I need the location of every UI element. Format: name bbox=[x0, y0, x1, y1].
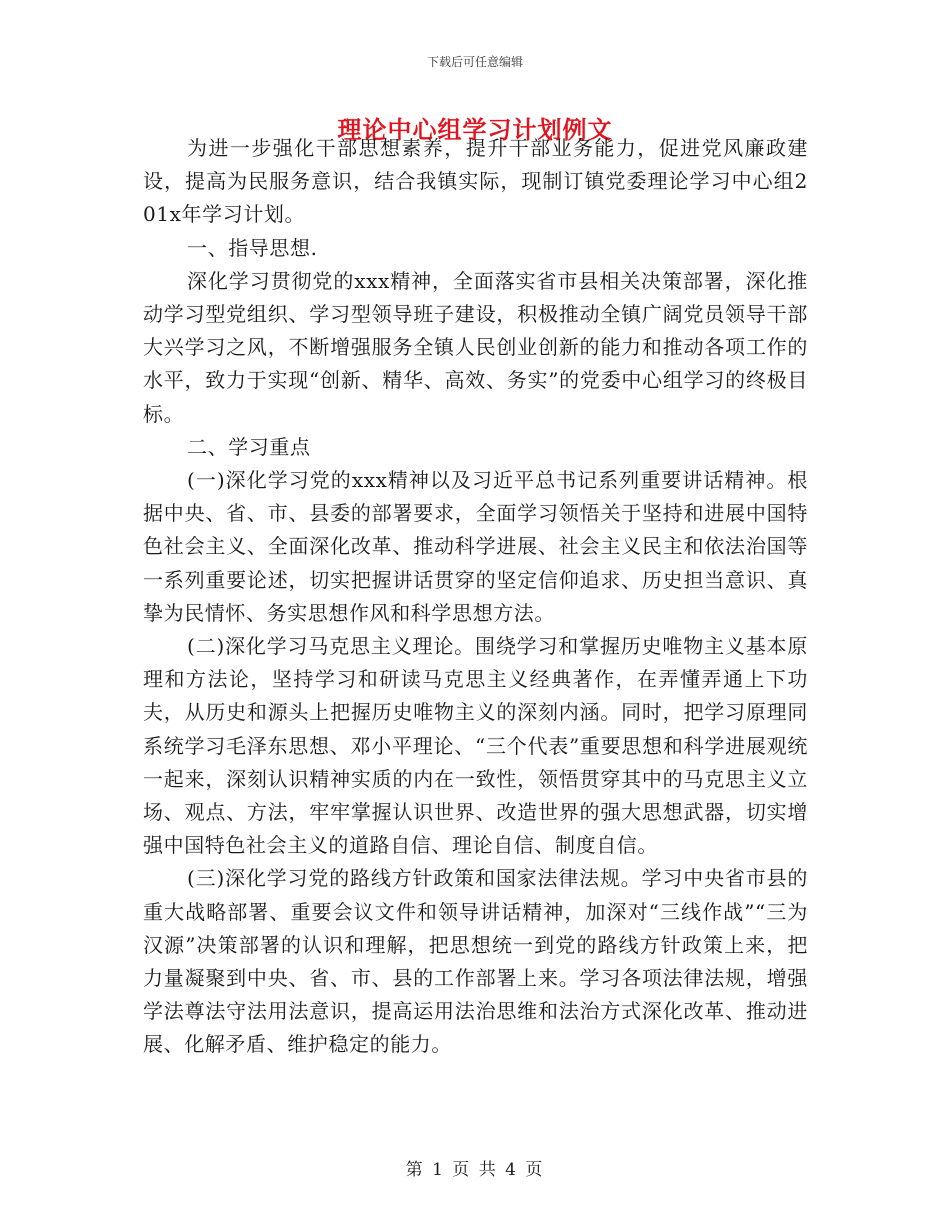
section-heading-guiding-ideology: 一、指导思想. bbox=[187, 235, 318, 260]
paragraph-focus-3: (三)深化学习党的路线方针政策和国家法律法规。学习中央省市县的重大战略部署、重要会议文件和领导讲话精神，加深对“三线作战”“三为汉源”决策部署的认识和理解，把思想统一到党的路线方针政策上来，把力量凝聚到中央、省、市、县的工作部署上来。学习各项法律法规，增强学法尊法守法用法意识，提高运用法治思维和法治方式深化改革、推动进展、化解矛盾、维护稳定的能力。 bbox=[143, 866, 808, 1057]
paragraph-guiding-ideology: 深化学习贯彻党的xxx精神，全面落实省市县相关决策部署，深化推动学习型党组织、学习型领导班子建设，积极推动全镇广阔党员领导干部大兴学习之风，不断增强服务全镇人民创业创新的能力和推动各项工作的水平，致力于实现“创新、精华、高效、务实”的党委中心组学习的终极目标。 bbox=[143, 268, 808, 426]
document-body bbox=[143, 132, 808, 1062]
paragraph-intro: 为进一步强化干部思想素养，提升干部业务能力，促进党风廉政建设，提高为民服务意识，结合我镇实际，现制订镇党委理论学习中心组201x年学习计划。 bbox=[143, 136, 808, 227]
document-title: 理论中心组学习计划例文 bbox=[337, 115, 613, 144]
paragraph-focus-2: (二)深化学习马克思主义理论。围绕学习和掌握历史唯物主义基本原理和方法论，坚持学习和研读马克思主义经典著作，在弄懂弄通上下功夫，从历史和源头上把握历史唯物主义的深刻内涵。同时，把学习原理同系统学习毛泽东思想、邓小平理论、“三个代表”重要思想和科学进展观统一起来，深刻认识精神实质的内在一致性，领悟贯穿其中的马克思主义立场、观点、方法，牢牢掌握认识世界、改造世界的强大思想武器，切实增强中国特色社会主义的道路自信、理论自信、制度自信。 bbox=[143, 634, 808, 858]
page-header-note: 下载后可任意编辑 bbox=[426, 55, 523, 69]
page-number-indicator: 第 1 页 共 4 页 bbox=[405, 1160, 545, 1180]
section-heading-study-focus: 二、学习重点 bbox=[187, 434, 311, 459]
paragraph-focus-1: (一)深化学习党的xxx精神以及习近平总书记系列重要讲话精神。根据中央、省、市、县委的部署要求，全面学习领悟关于坚持和进展中国特色社会主义、全面深化改革、推动科学进展、社会主义民主和依法治国等一系列重要论述，切实把握讲话贯穿的坚定信仰追求、历史担当意识、真挚为民情怀、务实思想作风和科学思想方法。 bbox=[143, 468, 808, 625]
